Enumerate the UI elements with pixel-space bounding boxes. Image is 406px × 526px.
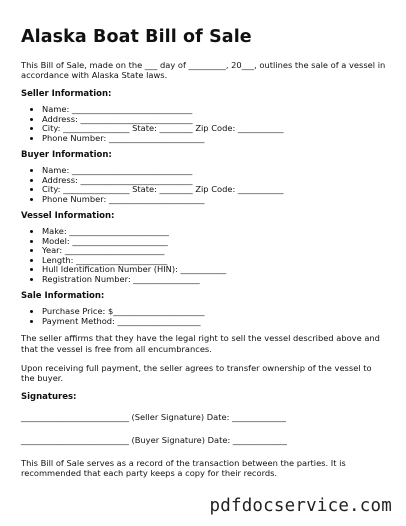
buyer-name-field: • Name: _____________________________	[42, 166, 386, 176]
buyer-heading: Buyer Information:	[21, 150, 112, 161]
seller-heading: Seller Information:	[21, 89, 112, 100]
seller-city-state-zip-field: • City: ________________ State: ________ Zip Code: ___________	[42, 124, 386, 134]
vessel-heading: Vessel Information:	[21, 211, 115, 222]
closing-paragraph: This Bill of Sale serves as a record of the transaction between the parties. It is recommended that each party keeps a copy for their records.	[21, 458, 346, 479]
sale-list	[21, 307, 386, 326]
vessel-make-field: • Make: ________________________	[42, 227, 386, 237]
vessel-list	[21, 227, 386, 284]
seller-signature-line: __________________________ (Seller Signature) Date: _____________	[21, 412, 286, 423]
vessel-hin-field: • Hull Identification Number (HIN): ___________	[42, 265, 386, 275]
payment-method-field: • Payment Method: ____________________	[42, 317, 386, 327]
seller-address-field: • Address: ___________________________	[42, 115, 386, 125]
intro-paragraph: This Bill of Sale, made on the ___ day of _________, 20___, outlines the sale of a vessel in accordance with Alaska State laws.	[21, 60, 386, 81]
vessel-registration-field: • Registration Number: ________________	[42, 275, 386, 285]
transfer-paragraph: Upon receiving full payment, the seller agrees to transfer ownership of the vessel to the buyer.	[21, 362, 372, 384]
seller-name-field: • Name: _____________________________	[42, 105, 386, 115]
seller-phone-field: • Phone Number: _______________________	[42, 134, 386, 144]
sale-heading: Sale Information:	[21, 291, 105, 302]
vessel-model-field: • Model: _______________________	[42, 237, 386, 247]
affirm-paragraph: The seller affirms that they have the legal right to sell the vessel described above and that the vessel is free from all encumbrances.	[21, 333, 380, 354]
buyer-city-state-zip-field: • City: ________________ State: ________ Zip Code: ___________	[42, 185, 386, 195]
buyer-address-field: • Address: ___________________________	[42, 176, 386, 186]
vessel-length-field: • Length: ______________________	[42, 256, 386, 266]
buyer-signature-line: __________________________ (Buyer Signature) Date: _____________	[21, 435, 287, 446]
buyer-phone-field: • Phone Number: _______________________	[42, 195, 386, 205]
document-title: Alaska Boat Bill of Sale	[21, 27, 252, 47]
purchase-price-field: • Purchase Price: $______________________	[42, 307, 386, 317]
document-page	[21, 26, 386, 488]
watermark-text: pdfdocservice.com	[209, 496, 392, 516]
buyer-list	[21, 166, 386, 204]
vessel-year-field: • Year: ________________________	[42, 246, 386, 256]
signatures-heading: Signatures:	[21, 392, 77, 403]
seller-list	[21, 105, 386, 143]
